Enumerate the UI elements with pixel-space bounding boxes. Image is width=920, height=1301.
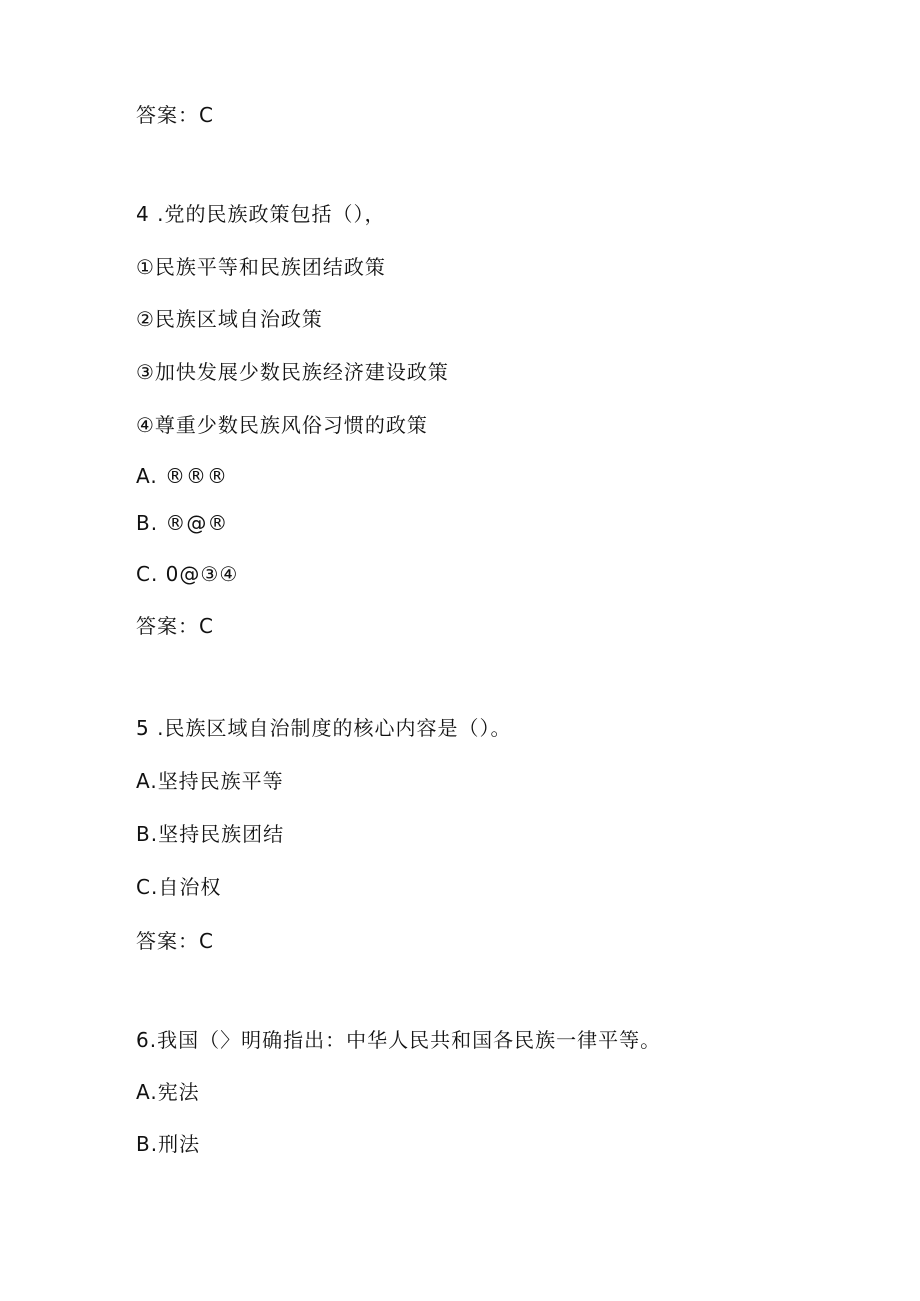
question-5-option-c: C.自治权: [136, 875, 222, 899]
answer-line: 答案：C: [136, 614, 214, 638]
question-4-item-4: ④尊重少数民族风俗习惯的政策: [136, 413, 428, 437]
question-6: 6.我国（〉明确指出：中华人民共和国各民族一律平等。: [136, 1028, 662, 1052]
question-5-option-b: B.坚持民族团结: [136, 822, 285, 846]
question-5: 5 .民族区域自治制度的核心内容是（）。: [136, 716, 512, 740]
question-4-option-b: B. ®@®: [136, 511, 229, 535]
question-6-option-b: B.刑法: [136, 1132, 201, 1156]
question-4-item-2: ②民族区域自治政策: [136, 307, 323, 331]
question-4-option-c: C. 0@③④: [136, 562, 239, 586]
question-4: 4 .党的民族政策包括（），: [136, 202, 386, 226]
question-5-option-a: A.坚持民族平等: [136, 769, 284, 793]
question-4-option-a: A. ®®®: [136, 464, 229, 488]
question-4-item-1: ①民族平等和民族团结政策: [136, 255, 386, 279]
answer-line: 答案：C: [136, 929, 214, 953]
answer-line: 答案：C: [136, 103, 214, 127]
question-6-option-a: A.宪法: [136, 1080, 200, 1104]
question-4-item-3: ③加快发展少数民族经济建设政策: [136, 360, 449, 384]
